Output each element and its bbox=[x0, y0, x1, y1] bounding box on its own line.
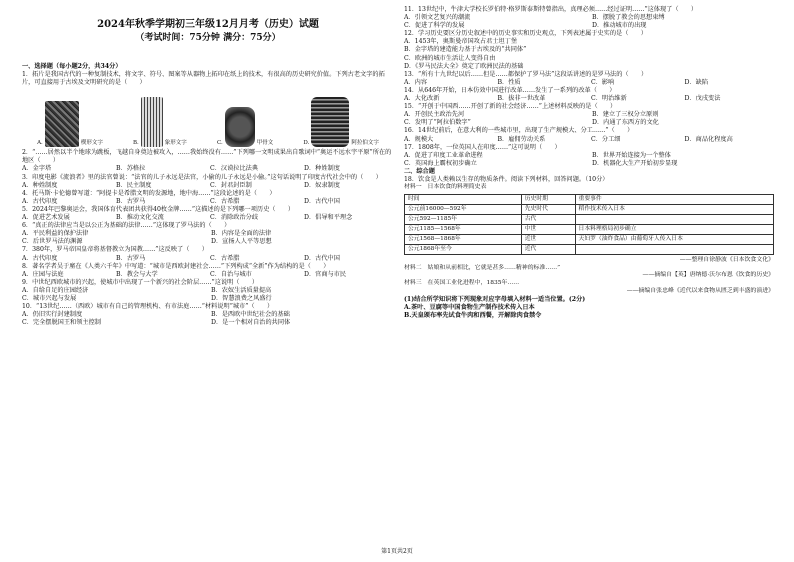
question-8-options: A．庄园与法庭 B．教会与大学 C．自治与城市 D．官商与市民 bbox=[22, 270, 347, 278]
question-16-options: A．规模大 B．雇佣劳动关系 C．分工细 D．商品化程度高 bbox=[404, 135, 733, 143]
question-14: 14．从646年开始，日本仿效中国进行改革……发生了一系列的改革（ ） bbox=[404, 86, 616, 94]
material-1-title: 材料一 日本饮食的料理简史表 bbox=[404, 184, 487, 191]
material-1-source: ——整理自徐静波《日本饮食文化》 bbox=[679, 256, 774, 263]
question-4: 4．托马斯·卡伦德曾写道：“阿提卡是希腊文明的发源地，地中海……”这段论述的是（ ） bbox=[22, 189, 276, 197]
rubbing-image-b bbox=[141, 97, 163, 147]
question-11: 11．13世纪中，牛津大学校长罗伯特·格罗斯泰斯特曾指出，真理必须……经过证明……”这体现了（ ） bbox=[404, 6, 698, 13]
question-2-options: A．金字塔 B．苏格拉 C．汉谟拉比法典 D．种姓制度 bbox=[22, 165, 340, 173]
exam-subtitle: （考试时间：75分钟 满分：75分） bbox=[135, 33, 281, 43]
material-3: 材料三 在英国工业化进程中，1835年…… bbox=[404, 280, 520, 287]
question-17: 17．1808年，一位英国人在印度……”这可说明（ ） bbox=[404, 143, 561, 151]
question-18: 18．饮食是人类赖以生存的物质条件。阅读下列材料，回答问题。（10分） bbox=[404, 175, 609, 183]
question-3-options: A．种姓制度 B．民主制度 C．封君封臣制 D．奴隶制度 bbox=[22, 181, 340, 189]
question-11-options: A．引领文艺复兴的潮流 B．摆脱了教会的思想束缚 C．促进了科学的发展 D．推动城市的出现 bbox=[404, 14, 665, 30]
question-18-item-a: A.茶叶、豆腐等中国食物生产制作技术传入日本 bbox=[404, 303, 535, 311]
section-choice-heading: 一、选择题（每小题2分，共34分） bbox=[22, 63, 122, 70]
material-2-source: ——摘编自【英】唐纳德·沃尔布恩《饮食的历史》 bbox=[642, 272, 774, 279]
question-16: 16．14世纪前后，在意大利的一些城市里，出现了生产规模大、分工……”（ ） bbox=[404, 127, 634, 135]
image-option-c: C. 甲骨文 bbox=[217, 107, 273, 147]
question-12: 12．学习历史要区分历史叙述中的历史事实和历史观点，下列表述属于史实的是（ ） bbox=[404, 30, 647, 38]
question-15-options: A．开创民主政治先河 B．建立了三权分立原则 C．发明了“阿拉伯数字” D．内通了东西方的文化 bbox=[404, 111, 659, 127]
question-5-options: A．促进艺术发展 B．推动文化交流 C．消除政治分歧 D．倡导和平理念 bbox=[22, 214, 353, 222]
right-column bbox=[404, 6, 774, 320]
question-10: 10．“13世纪……（西欧）城市有自己的管理机构、有市法庭……“材料说明”城市”（ ） bbox=[22, 303, 274, 311]
diet-history-table bbox=[404, 194, 774, 255]
table-row: 公元1185—1568年 中世 日本料理格局初步确立 bbox=[405, 224, 774, 234]
question-1: 1．拓片是我国古代的一种复制技术，将文字、符号、图案等从器物上拓印在纸上的技术，有很高的历史研究价值。下列古老文字的拓片，可直接用于古埃及文明研究的是（ ） bbox=[22, 71, 385, 87]
question-18-part-1: (1)结合所学知识将下列现象对应字母填入材料一适当位置。(2分) bbox=[404, 295, 586, 303]
question-18-item-b: B.天皇颁布率先试食牛肉和西餐，开解除肉食禁令 bbox=[404, 312, 542, 320]
question-13-options: A．内容 B．性质 C．影响 D．缺陷 bbox=[404, 78, 709, 86]
image-option-d: D. 阿拉伯文字 bbox=[303, 97, 378, 147]
material-3-source: ——摘编自张忠峰《近代以来食物从匮乏到丰盛的演进》 bbox=[626, 288, 774, 295]
table-row: 公元前16000—592年 先史时代 稻作技术传入日本 bbox=[405, 204, 774, 214]
table-row: 公元1868年至今 近代 bbox=[405, 244, 774, 254]
question-14-options: A．大化改新 B．拔非一世改革 C．明治维新 D．戊戌变法 bbox=[404, 95, 721, 103]
question-6: 6．“真正的法律应当是以公正为基础的法律……”这体现了罗马法的（ ） bbox=[22, 222, 231, 230]
question-2: 2．“……居然以半个地球为跳板，飞越自身奠边被攻入，……我始终没有……”下列哪一文明成果出自歌词中“奥运不远水宇平原”所在的地区（ ） bbox=[22, 149, 392, 165]
question-1-images bbox=[22, 89, 394, 147]
question-7: 7．380年，罗马帝国皇帝将基督教立为国教……”这反映了（ ） bbox=[22, 246, 208, 254]
question-4-options: A．古代印度 B．古罗马 C．古希腊 D．古代中国 bbox=[22, 197, 340, 205]
exam-title: 2024年秋季学期初三年级12月月考（历史）试题 bbox=[97, 19, 319, 30]
question-7-options: A．古代印度 B．古罗马 C．古希腊 D．古代中国 bbox=[22, 254, 340, 262]
table-row: 公元592—1185年 古代 bbox=[405, 214, 774, 224]
question-10-options: A．仍旧实行封建制度 B．是西欧中世纪社会的基础 C．完全摆脱国王和领主控制 D．是一个相对自治的共同体 bbox=[22, 311, 291, 327]
material-2: 材料二 姑娘和从前相比，它就是甚多……精神的标准……” bbox=[404, 264, 561, 271]
image-option-a: A. 楔形文字 bbox=[37, 101, 103, 147]
page-number: 第1页共2页 bbox=[381, 548, 413, 555]
question-15: 15．“开创于中国西……开创了新的社会经济……”上述材料反映的是（ ） bbox=[404, 103, 617, 111]
rubbing-image-a bbox=[45, 101, 79, 147]
question-8: 8．著名学者吴于廑在《人类六千年》中写道：“城市是西欧封建社会……”下列构成“全新”作为结构的是（ ） bbox=[22, 262, 330, 270]
question-6-options: A．平民利益的保护法律 B．内容是全面的法律 C．后世罗马法的渊源 D．宣扬人人平等思想 bbox=[22, 230, 272, 246]
question-13: 13．“所有十九世纪以后……但是……都保护了罗马法”这段话讲述的是罗马法的（ ） bbox=[404, 70, 648, 78]
question-9-options: A．自给自足的庄园经济 B．农奴生活质量提高 C．城市兴起与发展 D．智慧浪费之风盛行 bbox=[22, 286, 272, 302]
rubbing-image-c bbox=[225, 107, 255, 147]
table-row: 公元1568—1868年 近世 天妇罗（油炸食品）由葡萄牙人传入日本 bbox=[405, 234, 774, 244]
left-column bbox=[22, 6, 394, 327]
image-option-b: B. 象形文字 bbox=[133, 97, 187, 147]
question-17-options: A．促进了印度工业革命进程 B．世界开始连接为一个整体 C．英国海上霸权初步确立 D．机器化大生产开始初步显现 bbox=[404, 151, 678, 167]
question-12-options: A．1453年，奥斯曼帝国攻占君士坦丁堡 B．金字塔的建造能力基于古埃及的“共同体” C．欧洲的城市生活让人变得自由 D．《罗马民法大全》奠定了欧洲民法的基础 bbox=[404, 38, 527, 70]
section-comprehensive-heading: 二、综合题 bbox=[404, 167, 435, 175]
rubbing-image-d bbox=[311, 97, 349, 147]
question-3: 3．印度电影《流浪者》里的法官曾说：“法官的儿子永远是法官，小偷的儿子永远是小偷。”这句话说明了印度古代社会中的（ ） bbox=[22, 173, 382, 181]
table-header-row: 时间 历史时期 重要事件 bbox=[405, 194, 774, 204]
question-5: 5．2024年巴黎奥运会，我国体育代表团共获得40枚金牌……”这描述的是下列哪一项历史（ ） bbox=[22, 205, 295, 213]
question-9: 9．中世纪西欧城市的兴起，使城市中出现了一个新兴的社会阶层……”这说明（ ） bbox=[22, 278, 259, 286]
